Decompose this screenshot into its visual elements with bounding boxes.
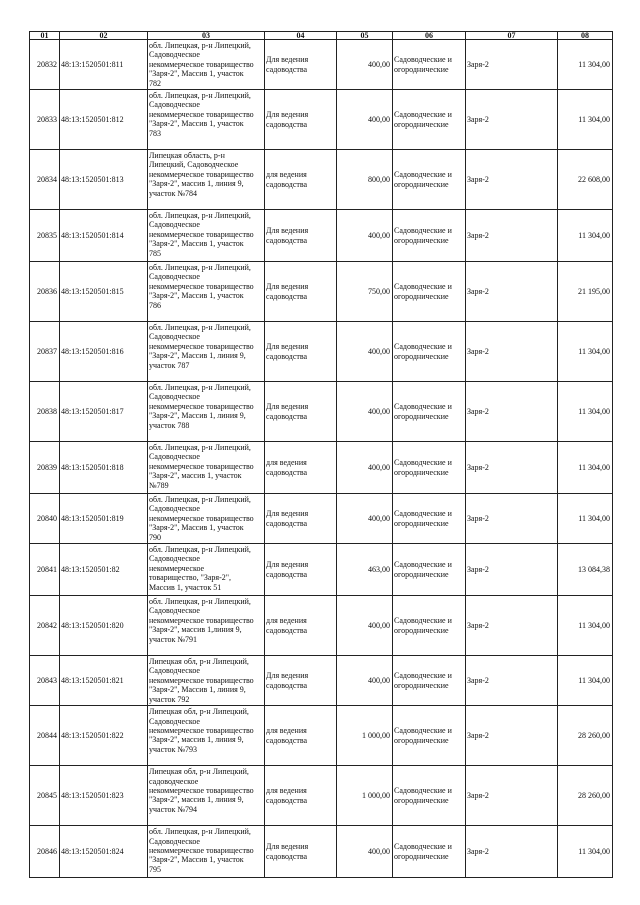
land-category: Садоводческие и огороднические (393, 706, 466, 766)
plot-area: 400,00 (337, 90, 393, 150)
cadastral-number: 48:13:1520501:820 (60, 596, 148, 656)
cadastral-value: 28 260,00 (558, 766, 613, 826)
plot-area: 400,00 (337, 322, 393, 382)
cadastral-value: 11 304,00 (558, 826, 613, 878)
plot-area: 1 000,00 (337, 766, 393, 826)
cadastral-value: 11 304,00 (558, 210, 613, 262)
row-number: 20833 (30, 90, 60, 150)
row-number: 20838 (30, 382, 60, 442)
cadastral-value: 11 304,00 (558, 90, 613, 150)
permitted-use: Для ведения садоводства (265, 210, 337, 262)
land-category: Садоводческие и огороднические (393, 210, 466, 262)
plot-address (148, 90, 265, 150)
plot-address (148, 596, 265, 656)
row-number: 20843 (30, 656, 60, 706)
table-row (30, 766, 613, 826)
cadastral-number: 48:13:1520501:822 (60, 706, 148, 766)
table-row (30, 262, 613, 322)
plot-address (148, 494, 265, 544)
partnership-name: Заря-2 (466, 656, 558, 706)
plot-address-text: обл. Липецкая, р-н Липецкий, Садоводческое некоммерческое товарищество "Заря-2", Массив 1, участок 785 (149, 211, 254, 258)
permitted-use: Для ведения садоводства (265, 262, 337, 322)
land-plot-table (29, 31, 613, 878)
row-number: 20844 (30, 706, 60, 766)
plot-area: 800,00 (337, 150, 393, 210)
partnership-name: Заря-2 (466, 766, 558, 826)
cadastral-number: 48:13:1520501:819 (60, 494, 148, 544)
plot-area: 1 000,00 (337, 706, 393, 766)
plot-address (148, 322, 265, 382)
row-number: 20836 (30, 262, 60, 322)
plot-area: 400,00 (337, 210, 393, 262)
land-category: Садоводческие и огороднические (393, 442, 466, 494)
table-row (30, 40, 613, 90)
row-number: 20840 (30, 494, 60, 544)
table-header (30, 32, 613, 40)
permitted-use: Для ведения садоводства (265, 40, 337, 90)
column-header-07: 07 (466, 32, 558, 40)
land-category: Садоводческие и огороднические (393, 826, 466, 878)
partnership-name: Заря-2 (466, 210, 558, 262)
plot-area: 400,00 (337, 656, 393, 706)
table-row (30, 544, 613, 596)
land-category: Садоводческие и огороднические (393, 596, 466, 656)
partnership-name: Заря-2 (466, 150, 558, 210)
row-number: 20845 (30, 766, 60, 826)
permitted-use: для ведения садоводства (265, 596, 337, 656)
plot-address-text: Липецкая обл, р-н Липецкий, Садоводческое некоммерческое товарищество "Заря-2", массив 1, линия 9, участок №793 (149, 707, 254, 754)
land-category: Садоводческие и огороднические (393, 544, 466, 596)
partnership-name: Заря-2 (466, 826, 558, 878)
table-row (30, 150, 613, 210)
table-row (30, 322, 613, 382)
partnership-name: Заря-2 (466, 596, 558, 656)
plot-address-text: обл. Липецкая, р-н Липецкий, Садоводческое некоммерческое товарищество "Заря-2", Массив 1, участок 790 (149, 495, 254, 542)
plot-address-text: обл. Липецкая, р-н Липецкий, Садоводческое некоммерческое товарищество "Заря-2", массив 1, участок №789 (149, 443, 254, 490)
cadastral-number: 48:13:1520501:82 (60, 544, 148, 596)
table-row (30, 442, 613, 494)
cadastral-value: 11 304,00 (558, 322, 613, 382)
cadastral-number: 48:13:1520501:824 (60, 826, 148, 878)
cadastral-value: 11 304,00 (558, 494, 613, 544)
plot-address-text: Липецкая область, р-н Липецкий, Садоводческое некоммерческое товарищество "Заря-2", массив 1, линия 9, участок №784 (149, 151, 254, 198)
plot-address-text: Липецкая обл, р-н Липецкий, Садоводческое некоммерческое товарищество "Заря-2", Массив 1, линия 9, участок 792 (149, 657, 254, 704)
row-number: 20839 (30, 442, 60, 494)
permitted-use: Для ведения садоводства (265, 656, 337, 706)
permitted-use: Для ведения садоводства (265, 826, 337, 878)
row-number: 20846 (30, 826, 60, 878)
partnership-name: Заря-2 (466, 494, 558, 544)
plot-address (148, 382, 265, 442)
land-category: Садоводческие и огороднические (393, 494, 466, 544)
cadastral-value: 11 304,00 (558, 40, 613, 90)
cadastral-number: 48:13:1520501:823 (60, 766, 148, 826)
permitted-use: для ведения садоводства (265, 766, 337, 826)
land-category: Садоводческие и огороднические (393, 656, 466, 706)
plot-area: 400,00 (337, 596, 393, 656)
plot-address-text: обл. Липецкая, р-н Липецкий, Садоводческое некоммерческое товарищество, "Заря-2", Массив 1, участок 51 (149, 545, 251, 592)
plot-address (148, 262, 265, 322)
cadastral-value: 11 304,00 (558, 382, 613, 442)
plot-address-text: обл. Липецкая, р-н Липецкий, Садоводческое некоммерческое товарищество "Заря-2", Массив 1, участок 795 (149, 827, 254, 874)
table-row (30, 90, 613, 150)
column-header-08: 08 (558, 32, 613, 40)
land-category: Садоводческие и огороднические (393, 322, 466, 382)
plot-area: 750,00 (337, 262, 393, 322)
permitted-use: Для ведения садоводства (265, 322, 337, 382)
cadastral-number: 48:13:1520501:812 (60, 90, 148, 150)
column-header-04: 04 (265, 32, 337, 40)
plot-address (148, 40, 265, 90)
registry-sheet (29, 31, 612, 878)
plot-area: 400,00 (337, 40, 393, 90)
plot-address-text: обл. Липецкая, р-н Липецкий, Садоводческое некоммерческое товарищество "Заря-2", Массив 1, участок 786 (149, 263, 254, 310)
row-number: 20842 (30, 596, 60, 656)
table-row (30, 210, 613, 262)
plot-address (148, 150, 265, 210)
row-number: 20832 (30, 40, 60, 90)
plot-area: 400,00 (337, 826, 393, 878)
plot-address (148, 706, 265, 766)
permitted-use: для ведения садоводства (265, 442, 337, 494)
plot-address (148, 826, 265, 878)
table-row (30, 656, 613, 706)
row-number: 20834 (30, 150, 60, 210)
land-category: Садоводческие и огороднические (393, 382, 466, 442)
cadastral-value: 11 304,00 (558, 656, 613, 706)
plot-address (148, 442, 265, 494)
permitted-use: для ведения садоводства (265, 706, 337, 766)
cadastral-number: 48:13:1520501:816 (60, 322, 148, 382)
land-category: Садоводческие и огороднические (393, 150, 466, 210)
cadastral-value: 11 304,00 (558, 442, 613, 494)
column-header-02: 02 (60, 32, 148, 40)
table-row (30, 706, 613, 766)
land-category: Садоводческие и огороднические (393, 766, 466, 826)
land-category: Садоводческие и огороднические (393, 262, 466, 322)
cadastral-number: 48:13:1520501:811 (60, 40, 148, 90)
table-row (30, 494, 613, 544)
cadastral-number: 48:13:1520501:814 (60, 210, 148, 262)
partnership-name: Заря-2 (466, 262, 558, 322)
plot-address-text: обл. Липецкая, р-н Липецкий, Садоводческое некоммерческое товарищество "Заря-2", Массив 1, линия 9, участок 788 (149, 383, 254, 430)
partnership-name: Заря-2 (466, 382, 558, 442)
column-header-03: 03 (148, 32, 265, 40)
cadastral-number: 48:13:1520501:813 (60, 150, 148, 210)
row-number: 20841 (30, 544, 60, 596)
plot-area: 400,00 (337, 494, 393, 544)
column-header-06: 06 (393, 32, 466, 40)
table-row (30, 596, 613, 656)
cadastral-value: 21 195,00 (558, 262, 613, 322)
plot-address (148, 766, 265, 826)
plot-area: 463,00 (337, 544, 393, 596)
plot-area: 400,00 (337, 382, 393, 442)
table-row (30, 382, 613, 442)
partnership-name: Заря-2 (466, 706, 558, 766)
permitted-use: Для ведения садоводства (265, 544, 337, 596)
partnership-name: Заря-2 (466, 544, 558, 596)
column-header-01: 01 (30, 32, 60, 40)
plot-address-text: Липецкая обл, р-н Липецкий, садоводческое некоммерческое товарищество "Заря-2", массив 1, линия 9, участок №794 (149, 767, 254, 814)
permitted-use: для ведения садоводства (265, 150, 337, 210)
plot-address (148, 544, 265, 596)
partnership-name: Заря-2 (466, 322, 558, 382)
cadastral-number: 48:13:1520501:821 (60, 656, 148, 706)
plot-address (148, 656, 265, 706)
partnership-name: Заря-2 (466, 90, 558, 150)
row-number: 20837 (30, 322, 60, 382)
partnership-name: Заря-2 (466, 442, 558, 494)
cadastral-value: 13 084,38 (558, 544, 613, 596)
land-category: Садоводческие и огороднические (393, 40, 466, 90)
column-header-05: 05 (337, 32, 393, 40)
cadastral-number: 48:13:1520501:815 (60, 262, 148, 322)
plot-area: 400,00 (337, 442, 393, 494)
land-category: Садоводческие и огороднические (393, 90, 466, 150)
plot-address-text: обл. Липецкая, р-н Липецкий, Садоводческое некоммерческое товарищество "Заря-2", массив 1,линия 9, участок №791 (149, 597, 254, 644)
cadastral-value: 28 260,00 (558, 706, 613, 766)
table-row (30, 826, 613, 878)
table-body (30, 40, 613, 878)
row-number: 20835 (30, 210, 60, 262)
cadastral-number: 48:13:1520501:818 (60, 442, 148, 494)
cadastral-value: 22 608,00 (558, 150, 613, 210)
plot-address (148, 210, 265, 262)
plot-address-text: обл. Липецкая, р-н Липецкий, Садоводческое некоммерческое товарищество "Заря-2", Массив 1, участок 783 (149, 91, 254, 138)
permitted-use: Для ведения садоводства (265, 90, 337, 150)
permitted-use: Для ведения садоводства (265, 382, 337, 442)
cadastral-value: 11 304,00 (558, 596, 613, 656)
cadastral-number: 48:13:1520501:817 (60, 382, 148, 442)
permitted-use: Для ведения садоводства (265, 494, 337, 544)
plot-address-text: обл. Липецкая, р-н Липецкий, Садоводческое некоммерческое товарищество "Заря-2", Массив 1, участок 782 (149, 41, 254, 88)
header-row (30, 32, 613, 40)
plot-address-text: обл. Липецкая, р-н Липецкий, Садоводческое некоммерческое товарищество "Заря-2", Массив 1, линия 9, участок 787 (149, 323, 254, 370)
partnership-name: Заря-2 (466, 40, 558, 90)
